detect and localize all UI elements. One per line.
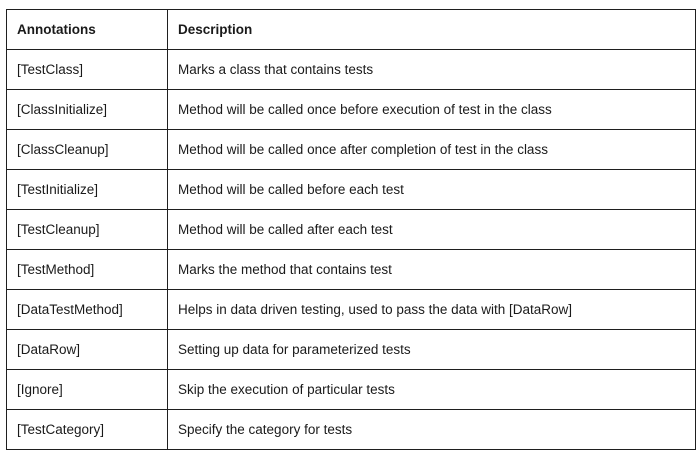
description-cell: Method will be called once after completion of test in the class [168,130,696,170]
table-row [7,210,696,250]
annotation-cell: [TestCategory] [7,410,168,450]
table-row [7,250,696,290]
description-cell: Marks a class that contains tests [168,50,696,90]
annotation-cell: [Ignore] [7,370,168,410]
table-row [7,90,696,130]
annotation-cell: [TestInitialize] [7,170,168,210]
description-cell: Method will be called once before execution of test in the class [168,90,696,130]
table-row [7,130,696,170]
annotations-table [6,9,696,450]
annotation-cell: [DataTestMethod] [7,290,168,330]
annotation-cell: [DataRow] [7,330,168,370]
table-header-row [7,10,696,50]
table-row [7,370,696,410]
annotation-cell: [TestMethod] [7,250,168,290]
description-cell: Specify the category for tests [168,410,696,450]
column-header-description: Description [168,10,696,50]
annotation-cell: [TestCleanup] [7,210,168,250]
table-row [7,410,696,450]
description-cell: Marks the method that contains test [168,250,696,290]
annotation-cell: [TestClass] [7,50,168,90]
table-row [7,50,696,90]
description-cell: Helps in data driven testing, used to pass the data with [DataRow] [168,290,696,330]
annotation-cell: [ClassInitialize] [7,90,168,130]
table-row [7,290,696,330]
column-header-annotations: Annotations [7,10,168,50]
annotation-cell: [ClassCleanup] [7,130,168,170]
table-row [7,330,696,370]
table-row [7,170,696,210]
description-cell: Method will be called after each test [168,210,696,250]
description-cell: Setting up data for parameterized tests [168,330,696,370]
description-cell: Method will be called before each test [168,170,696,210]
description-cell: Skip the execution of particular tests [168,370,696,410]
